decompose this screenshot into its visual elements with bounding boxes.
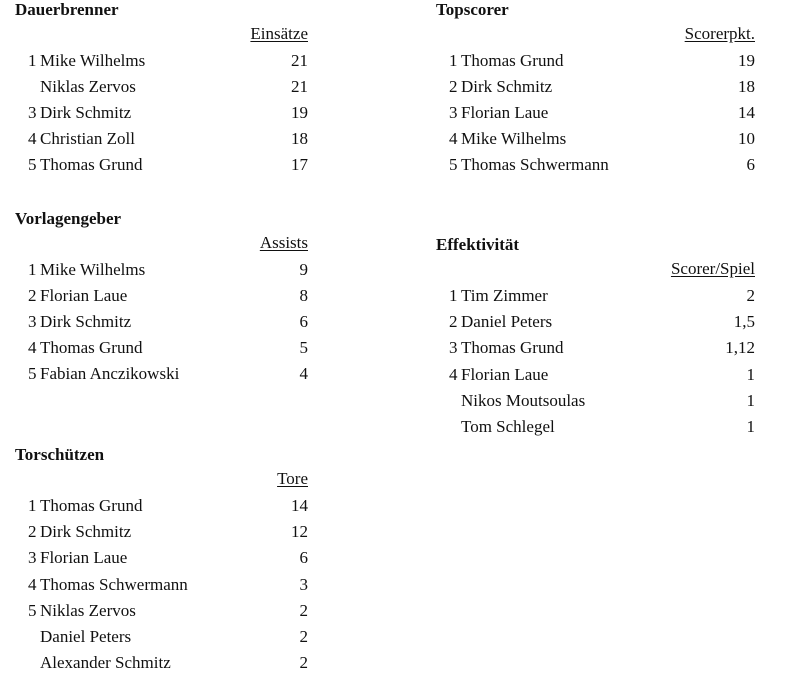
stat-value: 17 — [291, 155, 308, 174]
ranking-row — [436, 76, 755, 98]
player-name: Niklas Zervos — [40, 77, 136, 96]
player-name: Florian Laue — [40, 548, 128, 567]
player-name: Dirk Schmitz — [40, 312, 132, 331]
player-name: Florian Laue — [461, 103, 549, 122]
rank: 5 — [28, 155, 37, 174]
ranking-row — [15, 311, 308, 333]
rank: 2 — [28, 286, 37, 305]
ranking-row — [436, 337, 755, 359]
player-name: Alexander Schmitz — [40, 653, 171, 672]
player-name: Nikos Moutsoulas — [461, 391, 586, 410]
player-name: Florian Laue — [40, 286, 128, 305]
player-name: Dirk Schmitz — [461, 77, 553, 96]
stat-value: 2 — [299, 627, 308, 646]
column-header: Einsätze — [250, 24, 308, 43]
ranking-row — [15, 574, 308, 596]
stat-value: 6 — [299, 548, 308, 567]
section-title: Vorlagengeber — [15, 209, 122, 228]
stat-value: 1,12 — [725, 338, 755, 357]
column-header: Scorer/Spiel — [670, 259, 755, 278]
stat-value: 3 — [299, 575, 308, 594]
section-title: Topscorer — [436, 0, 509, 19]
ranking-row — [15, 600, 308, 622]
section-title: Torschützen — [15, 445, 105, 464]
stat-value: 18 — [291, 129, 308, 148]
stat-value: 21 — [291, 51, 308, 70]
rank: 5 — [28, 364, 37, 383]
stat-value: 6 — [299, 312, 308, 331]
ranking-row — [436, 364, 755, 386]
ranking-row — [15, 154, 308, 176]
stat-value: 19 — [738, 51, 755, 70]
stat-value: 6 — [746, 155, 755, 174]
stat-value: 10 — [738, 129, 755, 148]
rank: 1 — [28, 51, 37, 70]
ranking-row — [15, 128, 308, 150]
ranking-row — [15, 285, 308, 307]
stat-value: 9 — [299, 260, 308, 279]
ranking-row — [15, 50, 308, 72]
ranking-row — [436, 50, 755, 72]
section-vorlagengeber — [15, 209, 308, 389]
rank: 2 — [449, 77, 458, 96]
rank: 4 — [449, 129, 458, 148]
ranking-row — [15, 363, 308, 385]
player-name: Florian Laue — [461, 365, 549, 384]
rank: 5 — [449, 155, 458, 174]
player-name: Christian Zoll — [40, 129, 135, 148]
section-torschuetzen — [15, 445, 308, 674]
ranking-row — [15, 102, 308, 124]
ranking-row — [436, 285, 755, 307]
ranking-row — [15, 259, 308, 281]
stat-value: 12 — [291, 522, 308, 541]
stat-value: 4 — [299, 364, 308, 383]
stat-value: 14 — [738, 103, 755, 122]
ranking-row — [436, 416, 755, 438]
rank: 3 — [449, 103, 458, 122]
column-header: Tore — [277, 469, 308, 488]
player-name: Dirk Schmitz — [40, 103, 132, 122]
player-name: Daniel Peters — [461, 312, 553, 331]
rank: 4 — [28, 575, 37, 594]
player-name: Thomas Grund — [40, 496, 143, 515]
ranking-row — [15, 652, 308, 674]
ranking-row — [15, 76, 308, 98]
player-name: Thomas Schwermann — [40, 575, 188, 594]
player-name: Thomas Grund — [461, 51, 564, 70]
player-name: Thomas Grund — [461, 338, 564, 357]
player-name: Mike Wilhelms — [40, 260, 146, 279]
ranking-row — [436, 102, 755, 124]
stat-value: 2 — [746, 286, 755, 305]
stat-value: 21 — [291, 77, 308, 96]
player-name: Daniel Peters — [40, 627, 132, 646]
ranking-row — [15, 547, 308, 569]
stat-value: 2 — [299, 653, 308, 672]
ranking-row — [15, 495, 308, 517]
section-topscorer — [436, 0, 755, 180]
stat-value: 1,5 — [733, 312, 755, 331]
stat-value: 1 — [746, 417, 755, 436]
stat-value: 18 — [738, 77, 755, 96]
ranking-row — [15, 521, 308, 543]
player-name: Thomas Schwermann — [461, 155, 609, 174]
ranking-row — [15, 337, 308, 359]
rank: 3 — [28, 103, 37, 122]
player-name: Mike Wilhelms — [461, 129, 567, 148]
section-dauerbrenner — [15, 0, 308, 180]
ranking-row — [436, 311, 755, 333]
column-header: Assists — [259, 233, 308, 252]
stat-value: 1 — [746, 365, 755, 384]
rank: 4 — [28, 338, 37, 357]
ranking-row — [436, 128, 755, 150]
rank: 1 — [449, 286, 458, 305]
rank: 4 — [28, 129, 37, 148]
ranking-row — [436, 154, 755, 176]
section-title: Effektivität — [436, 235, 520, 254]
player-name: Mike Wilhelms — [40, 51, 146, 70]
rank: 5 — [28, 601, 37, 620]
stat-value: 19 — [291, 103, 308, 122]
rank: 1 — [28, 260, 37, 279]
rank: 2 — [28, 522, 37, 541]
stat-value: 14 — [291, 496, 308, 515]
stat-value: 5 — [299, 338, 308, 357]
section-effektivitaet — [436, 235, 755, 440]
player-name: Fabian Anczikowski — [40, 364, 180, 383]
rank: 2 — [449, 312, 458, 331]
rank: 3 — [28, 548, 37, 567]
rank: 3 — [449, 338, 458, 357]
ranking-row — [15, 626, 308, 648]
rank: 4 — [449, 365, 458, 384]
player-name: Thomas Grund — [40, 155, 143, 174]
player-name: Niklas Zervos — [40, 601, 136, 620]
rank: 1 — [28, 496, 37, 515]
player-name: Tom Schlegel — [461, 417, 555, 436]
ranking-row — [436, 390, 755, 412]
column-header: Scorerpkt. — [684, 24, 755, 43]
section-title: Dauerbrenner — [15, 0, 119, 19]
stat-value: 8 — [299, 286, 308, 305]
player-name: Dirk Schmitz — [40, 522, 132, 541]
stat-value: 1 — [746, 391, 755, 410]
player-name: Thomas Grund — [40, 338, 143, 357]
rank: 1 — [449, 51, 458, 70]
player-name: Tim Zimmer — [461, 286, 548, 305]
rank: 3 — [28, 312, 37, 331]
stat-value: 2 — [299, 601, 308, 620]
